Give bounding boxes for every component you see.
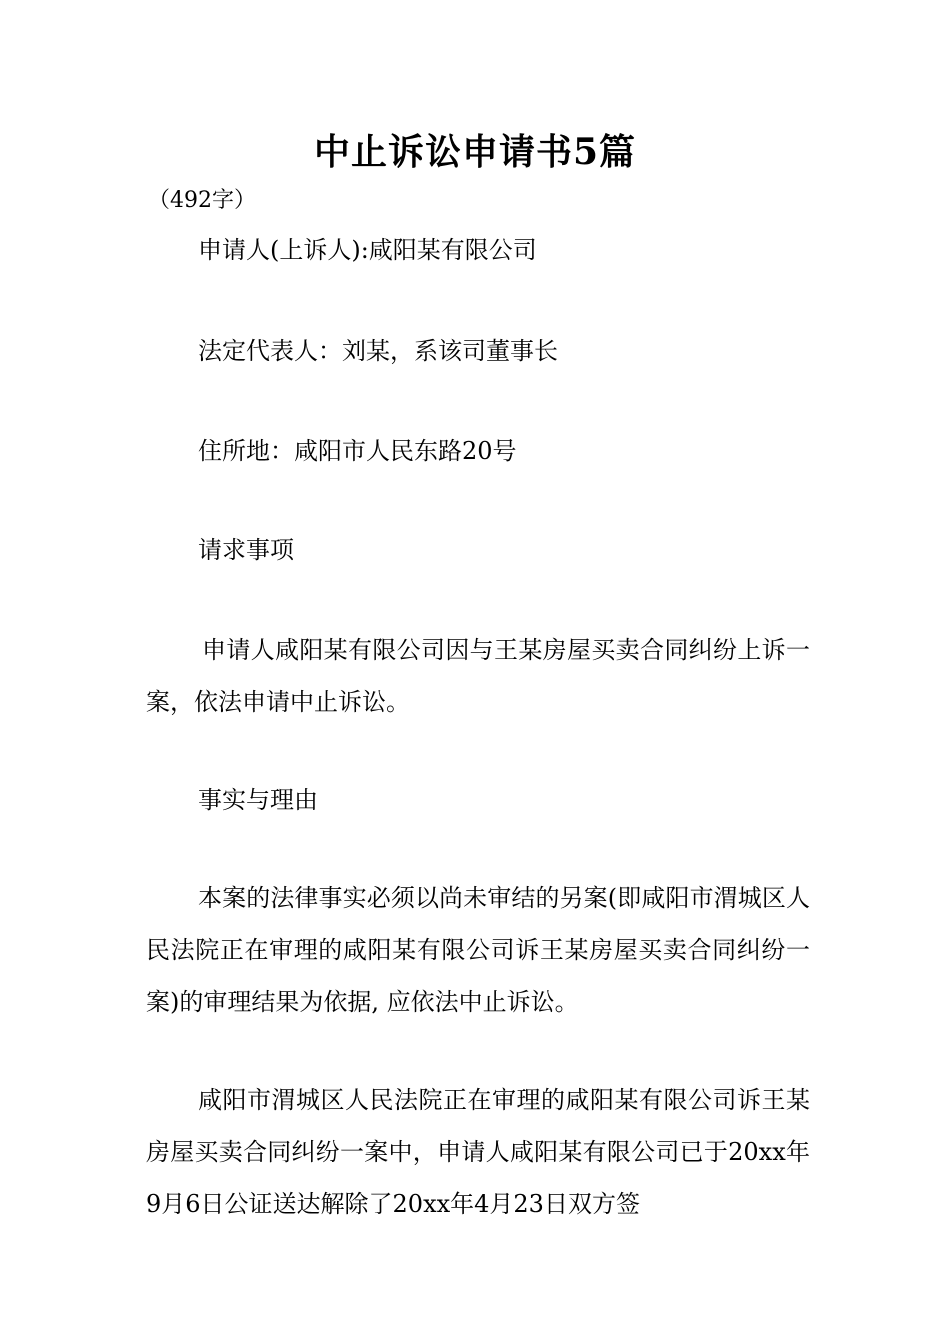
facts-paragraph-1: 本案的法律事实必须以尚未审结的另案(即咸阳市渭城区人民法院正在审理的咸阳某有限公司诉王某房屋买卖合同纠纷一案)的审理结果为依据, 应依法中止诉讼。 [146, 884, 810, 1016]
facts-heading: 事实与理由 [198, 786, 318, 814]
legal-representative-line: 法定代表人：刘某，系该司董事长 [198, 337, 558, 365]
request-paragraph: 申请人咸阳某有限公司因与王某房屋买卖合同纠纷上诉一案，依法申请中止诉讼。 [146, 636, 810, 716]
word-count: （492字） [148, 188, 256, 213]
applicant-line: 申请人(上诉人):咸阳某有限公司 [198, 236, 537, 264]
facts-paragraph-2: 咸阳市渭城区人民法院正在审理的咸阳某有限公司诉王某房屋买卖合同纠纷一案中，申请人咸阳某有限公司已于20xx年9月6日公证送达解除了20xx年4月23日双方签 [146, 1086, 810, 1218]
request-heading: 请求事项 [198, 536, 294, 564]
address-line: 住所地：咸阳市人民东路20号 [198, 437, 517, 465]
document-title: 中止诉讼申请书5篇 [313, 131, 637, 173]
